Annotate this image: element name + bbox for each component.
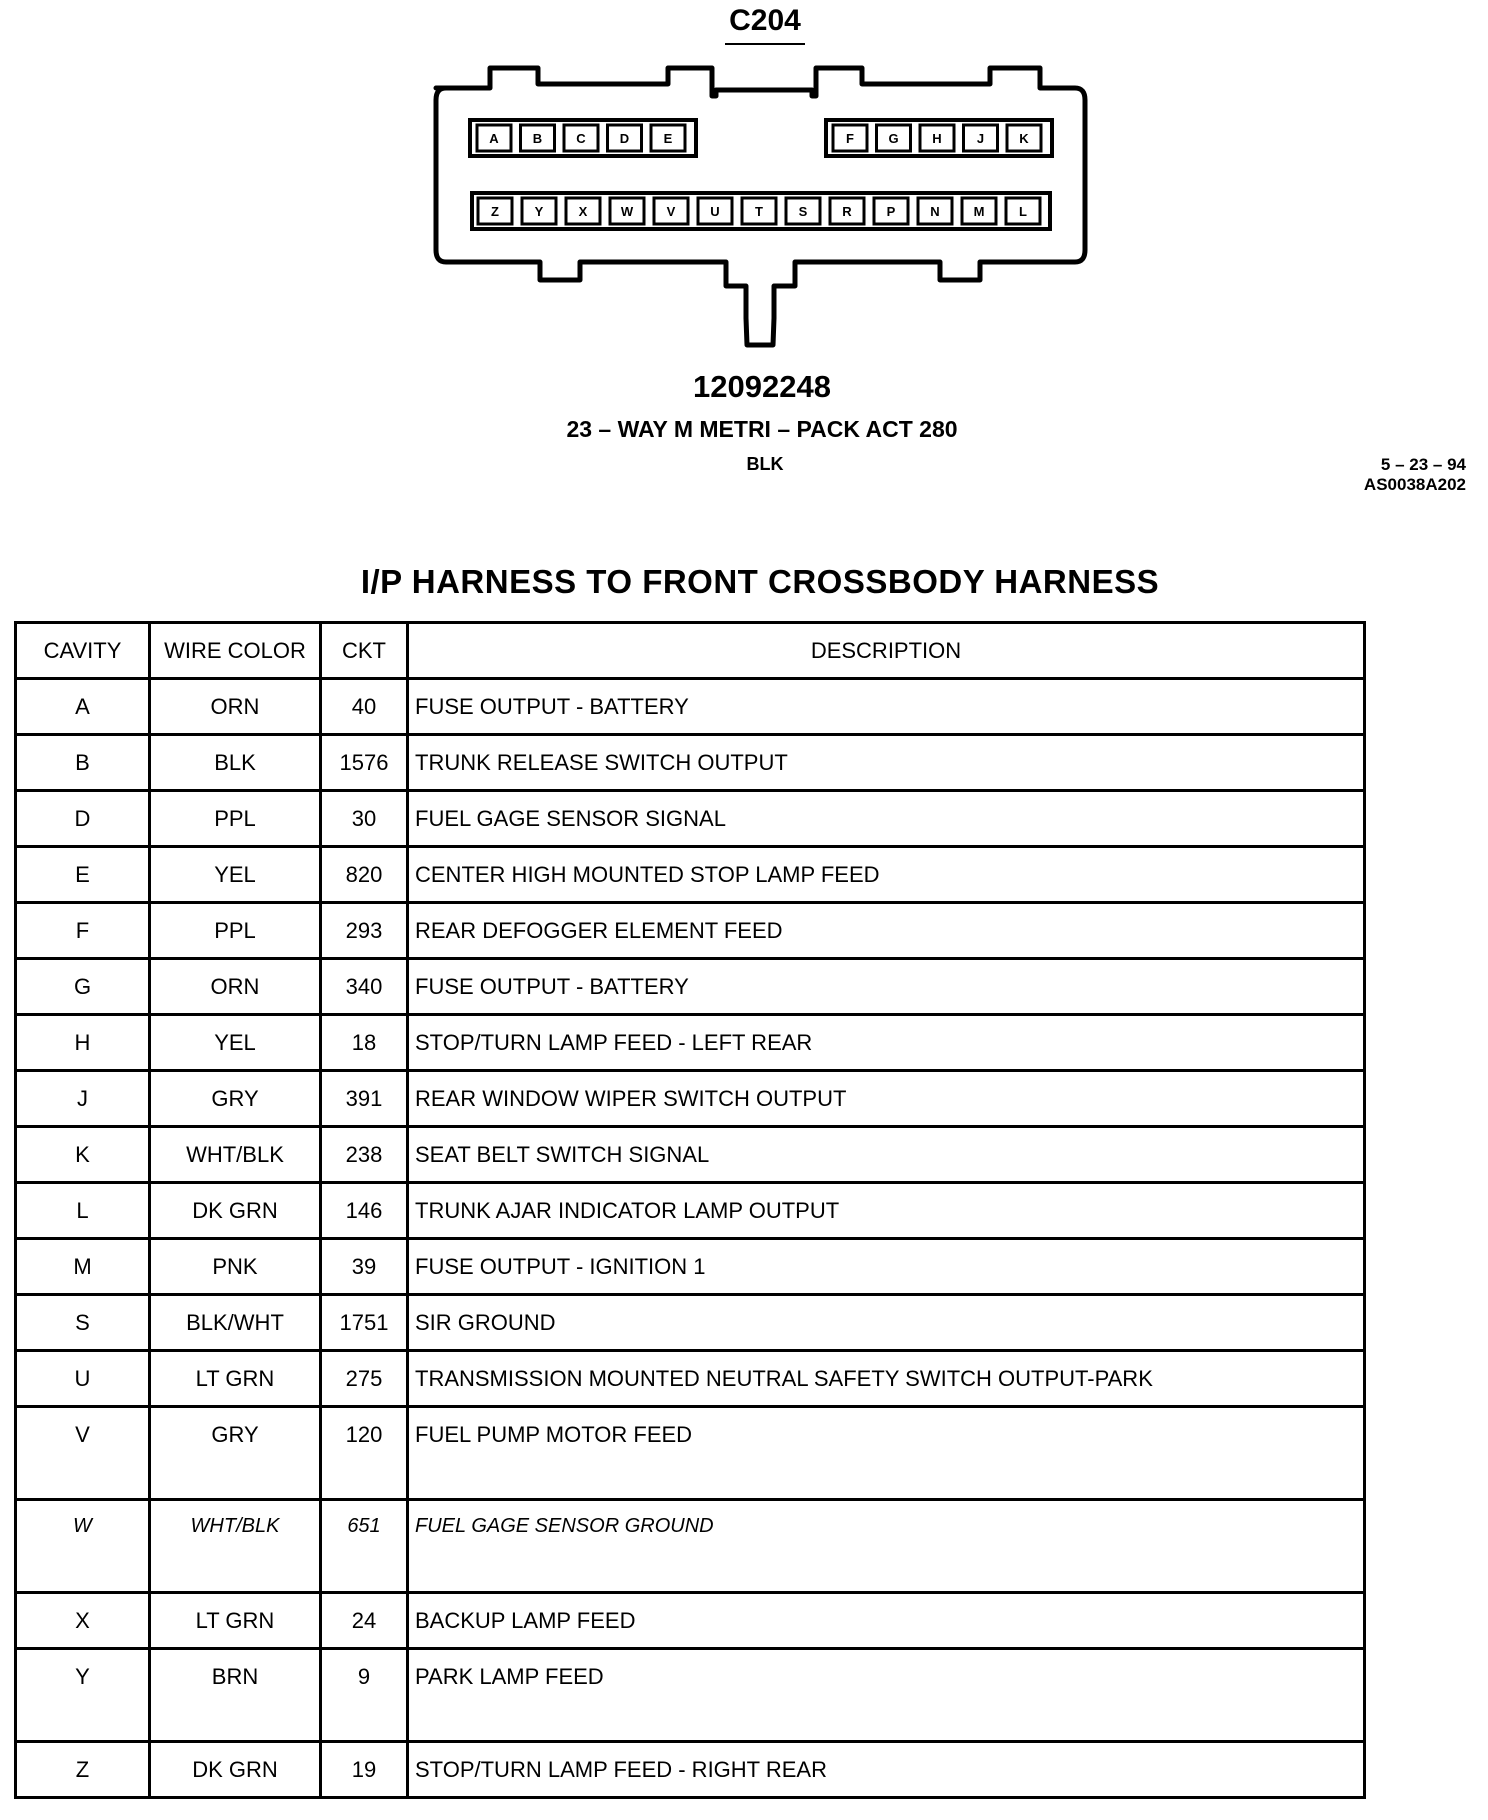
cell-cavity: K <box>16 1127 150 1183</box>
cell-wire-color: GRY <box>150 1407 321 1500</box>
cavity-u-label: U <box>710 204 720 219</box>
cavity-b-label: B <box>532 131 543 146</box>
cell-cavity: L <box>16 1183 150 1239</box>
cell-description: BACKUP LAMP FEED <box>408 1593 1365 1649</box>
cell-description: FUSE OUTPUT - IGNITION 1 <box>408 1239 1365 1295</box>
cavity-d-label: D <box>619 131 630 146</box>
table-row <box>16 1127 1365 1183</box>
cavity-n-label: N <box>930 204 940 219</box>
cell-wire-color: WHT/BLK <box>150 1500 321 1593</box>
table-header-row <box>16 623 1365 679</box>
cell-ckt: 24 <box>321 1593 408 1649</box>
connector-type: 23 – WAY M METRI – PACK ACT 280 <box>566 416 958 442</box>
cell-wire-color: LT GRN <box>150 1593 321 1649</box>
cavity-h-label: H <box>932 131 942 146</box>
cell-cavity: F <box>16 903 150 959</box>
cavity-p-label: P <box>886 204 896 219</box>
cell-description: TRANSMISSION MOUNTED NEUTRAL SAFETY SWITCH OUTPUT-PARK <box>408 1351 1365 1407</box>
table-row <box>16 1351 1365 1407</box>
cell-description: FUEL PUMP MOTOR FEED <box>408 1407 1365 1500</box>
cell-ckt: 238 <box>321 1127 408 1183</box>
table-row <box>16 1183 1365 1239</box>
table-row <box>16 1071 1365 1127</box>
cell-cavity: B <box>16 735 150 791</box>
table-row <box>16 1295 1365 1351</box>
cell-ckt: 120 <box>321 1407 408 1500</box>
cell-wire-color: WHT/BLK <box>150 1127 321 1183</box>
cell-description: FUSE OUTPUT - BATTERY <box>408 959 1365 1015</box>
cell-wire-color: ORN <box>150 959 321 1015</box>
table-row <box>16 1239 1365 1295</box>
cavity-g-label: G <box>888 131 899 146</box>
cell-cavity: V <box>16 1407 150 1500</box>
table-row <box>16 791 1365 847</box>
table-row <box>16 679 1365 735</box>
part-number: 12092248 <box>693 369 831 404</box>
cell-cavity: A <box>16 679 150 735</box>
cell-cavity: Z <box>16 1742 150 1798</box>
cell-wire-color: PNK <box>150 1239 321 1295</box>
cavity-t-label: T <box>755 204 763 219</box>
cell-description: FUSE OUTPUT - BATTERY <box>408 679 1365 735</box>
cell-description: PARK LAMP FEED <box>408 1649 1365 1742</box>
cavity-j-label: J <box>976 131 985 146</box>
cell-wire-color: BRN <box>150 1649 321 1742</box>
cell-ckt: 820 <box>321 847 408 903</box>
cavity-table <box>14 621 1366 1799</box>
cell-description: SEAT BELT SWITCH SIGNAL <box>408 1127 1365 1183</box>
cell-description: REAR DEFOGGER ELEMENT FEED <box>408 903 1365 959</box>
cell-ckt: 19 <box>321 1742 408 1798</box>
cell-ckt: 18 <box>321 1015 408 1071</box>
cell-ckt: 391 <box>321 1071 408 1127</box>
cell-cavity: S <box>16 1295 150 1351</box>
connector-diagram <box>0 0 1488 520</box>
cavity-l-label: L <box>1019 204 1027 219</box>
cavity-r-label: R <box>842 204 852 219</box>
cavity-z-label: Z <box>491 204 499 219</box>
table-row <box>16 903 1365 959</box>
cell-ckt: 30 <box>321 791 408 847</box>
table-row <box>16 1593 1365 1649</box>
cell-wire-color: DK GRN <box>150 1183 321 1239</box>
connector-name: C204 <box>729 4 801 37</box>
table-row <box>16 1500 1365 1593</box>
cell-cavity: E <box>16 847 150 903</box>
cell-cavity: H <box>16 1015 150 1071</box>
cell-ckt: 39 <box>321 1239 408 1295</box>
header-ckt: CKT <box>321 623 408 679</box>
header-wire-color: WIRE COLOR <box>150 623 321 679</box>
cell-wire-color: YEL <box>150 1015 321 1071</box>
table-row <box>16 1649 1365 1742</box>
cell-wire-color: ORN <box>150 679 321 735</box>
cell-wire-color: DK GRN <box>150 1742 321 1798</box>
cell-description: SIR GROUND <box>408 1295 1365 1351</box>
cell-description: TRUNK AJAR INDICATOR LAMP OUTPUT <box>408 1183 1365 1239</box>
table-row <box>16 735 1365 791</box>
cell-description: TRUNK RELEASE SWITCH OUTPUT <box>408 735 1365 791</box>
cell-cavity: M <box>16 1239 150 1295</box>
cavity-m-label: M <box>973 204 985 219</box>
cell-description: REAR WINDOW WIPER SWITCH OUTPUT <box>408 1071 1365 1127</box>
cell-cavity: D <box>16 791 150 847</box>
cell-wire-color: GRY <box>150 1071 321 1127</box>
cell-cavity: X <box>16 1593 150 1649</box>
cell-description: STOP/TURN LAMP FEED - LEFT REAR <box>408 1015 1365 1071</box>
cell-wire-color: LT GRN <box>150 1351 321 1407</box>
cell-description: FUEL GAGE SENSOR SIGNAL <box>408 791 1365 847</box>
table-row <box>16 1407 1365 1500</box>
cell-wire-color: BLK <box>150 735 321 791</box>
cell-ckt: 340 <box>321 959 408 1015</box>
table-row <box>16 959 1365 1015</box>
cell-ckt: 1751 <box>321 1295 408 1351</box>
cell-cavity: Y <box>16 1649 150 1742</box>
cavity-s-label: S <box>798 204 808 219</box>
cell-ckt: 146 <box>321 1183 408 1239</box>
table-row <box>16 1742 1365 1798</box>
cell-wire-color: PPL <box>150 791 321 847</box>
cell-description: CENTER HIGH MOUNTED STOP LAMP FEED <box>408 847 1365 903</box>
cavity-a-label: A <box>489 131 499 146</box>
cavity-f-label: F <box>846 131 854 146</box>
header-cavity: CAVITY <box>16 623 150 679</box>
cavity-w-label: W <box>620 204 634 219</box>
cell-ckt: 651 <box>321 1500 408 1593</box>
cell-wire-color: YEL <box>150 847 321 903</box>
cell-ckt: 40 <box>321 679 408 735</box>
table-title: I/P HARNESS TO FRONT CROSSBODY HARNESS <box>360 563 1160 600</box>
cell-ckt: 293 <box>321 903 408 959</box>
table-row <box>16 847 1365 903</box>
stamp-code: AS0038A202 <box>1363 475 1466 494</box>
cell-wire-color: BLK/WHT <box>150 1295 321 1351</box>
cell-wire-color: PPL <box>150 903 321 959</box>
cell-ckt: 275 <box>321 1351 408 1407</box>
cavity-c-label: C <box>576 131 586 146</box>
cell-cavity: J <box>16 1071 150 1127</box>
drawing-stamp <box>1364 455 1466 495</box>
cavity-e-label: E <box>663 131 673 146</box>
cell-cavity: G <box>16 959 150 1015</box>
cavity-x-label: X <box>578 204 588 219</box>
table-row <box>16 1015 1365 1071</box>
header-description: DESCRIPTION <box>408 623 1365 679</box>
cavity-k-label: K <box>1019 131 1029 146</box>
connector-color: BLK <box>746 454 784 474</box>
cavity-y-label: Y <box>534 204 544 219</box>
cell-ckt: 1576 <box>321 735 408 791</box>
cell-description: FUEL GAGE SENSOR GROUND <box>408 1500 1365 1593</box>
cell-ckt: 9 <box>321 1649 408 1742</box>
stamp-date: 5 – 23 – 94 <box>1380 455 1466 474</box>
cavity-v-label: V <box>666 204 676 219</box>
cell-cavity: W <box>16 1500 150 1593</box>
cell-cavity: U <box>16 1351 150 1407</box>
cell-description: STOP/TURN LAMP FEED - RIGHT REAR <box>408 1742 1365 1798</box>
